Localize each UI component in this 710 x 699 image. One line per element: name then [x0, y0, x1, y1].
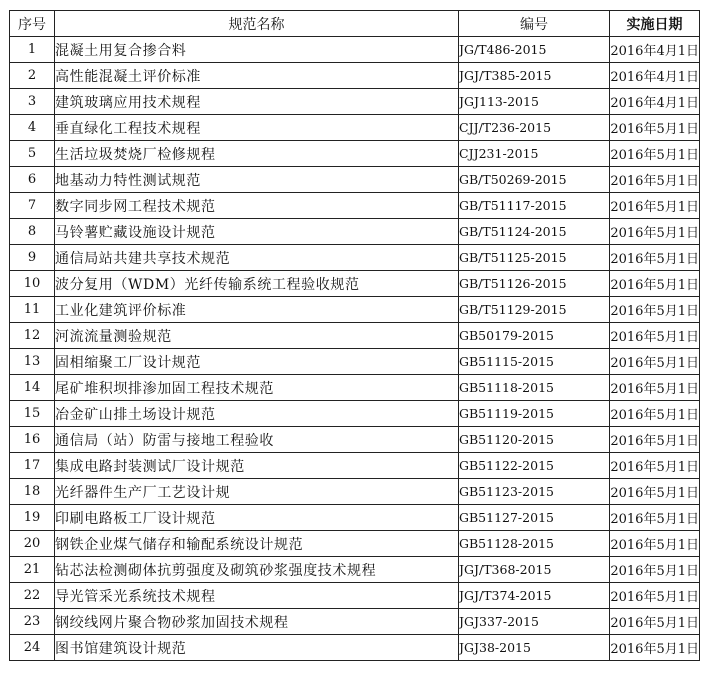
row-date: 2016年5月1日: [610, 557, 700, 583]
row-date: 2016年4月1日: [610, 63, 700, 89]
row-name: 光纤器件生产厂工艺设计规: [55, 479, 459, 505]
table-row: [10, 271, 700, 297]
row-name: 地基动力特性测试规范: [55, 167, 459, 193]
table-row: [10, 323, 700, 349]
row-no: 10: [10, 271, 55, 297]
row-code: CJJ/T236-2015: [459, 115, 610, 141]
row-code: GB/T50269-2015: [459, 167, 610, 193]
row-date: 2016年5月1日: [610, 583, 700, 609]
header-no: 序号: [10, 11, 55, 37]
row-code: JGJ/T385-2015: [459, 63, 610, 89]
row-no: 17: [10, 453, 55, 479]
row-no: 1: [10, 37, 55, 63]
row-no: 14: [10, 375, 55, 401]
row-name: 钢绞线网片聚合物砂浆加固技术规程: [55, 609, 459, 635]
row-date: 2016年5月1日: [610, 115, 700, 141]
row-name: 通信局站共建共享技术规范: [55, 245, 459, 271]
row-date: 2016年5月1日: [610, 245, 700, 271]
row-code: JGJ/T374-2015: [459, 583, 610, 609]
row-no: 2: [10, 63, 55, 89]
row-name: 河流流量测验规范: [55, 323, 459, 349]
row-date: 2016年5月1日: [610, 401, 700, 427]
row-no: 20: [10, 531, 55, 557]
row-name: 高性能混凝土评价标准: [55, 63, 459, 89]
table-row: [10, 115, 700, 141]
row-date: 2016年5月1日: [610, 219, 700, 245]
row-no: 21: [10, 557, 55, 583]
table-row: [10, 193, 700, 219]
row-code: JGJ113-2015: [459, 89, 610, 115]
row-code: GB/T51129-2015: [459, 297, 610, 323]
row-no: 23: [10, 609, 55, 635]
table-row: [10, 479, 700, 505]
row-code: GB51119-2015: [459, 401, 610, 427]
row-code: GB51115-2015: [459, 349, 610, 375]
row-no: 18: [10, 479, 55, 505]
row-no: 9: [10, 245, 55, 271]
table-row: [10, 635, 700, 661]
row-no: 15: [10, 401, 55, 427]
row-name: 导光管采光系统技术规程: [55, 583, 459, 609]
row-name: 通信局（站）防雷与接地工程验收: [55, 427, 459, 453]
row-name: 生活垃圾焚烧厂检修规程: [55, 141, 459, 167]
table-row: [10, 531, 700, 557]
table-row: [10, 349, 700, 375]
row-date: 2016年5月1日: [610, 427, 700, 453]
header-code: 编号: [459, 11, 610, 37]
row-code: GB/T51124-2015: [459, 219, 610, 245]
table-header-row: [10, 11, 700, 37]
row-name: 建筑玻璃应用技术规程: [55, 89, 459, 115]
row-no: 13: [10, 349, 55, 375]
row-code: JG/T486-2015: [459, 37, 610, 63]
header-date: 实施日期: [610, 11, 700, 37]
row-date: 2016年5月1日: [610, 141, 700, 167]
row-code: CJJ231-2015: [459, 141, 610, 167]
table-row: [10, 427, 700, 453]
row-code: GB/T51117-2015: [459, 193, 610, 219]
row-name: 印刷电路板工厂设计规范: [55, 505, 459, 531]
header-name: 规范名称: [55, 11, 459, 37]
row-name: 尾矿堆积坝排渗加固工程技术规范: [55, 375, 459, 401]
row-date: 2016年5月1日: [610, 375, 700, 401]
row-name: 冶金矿山排土场设计规范: [55, 401, 459, 427]
table-body: [10, 37, 700, 661]
table-row: [10, 219, 700, 245]
row-code: GB51123-2015: [459, 479, 610, 505]
row-code: GB51120-2015: [459, 427, 610, 453]
table-row: [10, 453, 700, 479]
row-code: GB50179-2015: [459, 323, 610, 349]
table-row: [10, 167, 700, 193]
row-name: 波分复用（WDM）光纤传输系统工程验收规范: [55, 271, 459, 297]
table-row: [10, 63, 700, 89]
row-date: 2016年5月1日: [610, 167, 700, 193]
row-code: GB51118-2015: [459, 375, 610, 401]
row-name: 工业化建筑评价标准: [55, 297, 459, 323]
row-code: GB51128-2015: [459, 531, 610, 557]
row-no: 7: [10, 193, 55, 219]
table-row: [10, 609, 700, 635]
row-code: JGJ38-2015: [459, 635, 610, 661]
row-date: 2016年5月1日: [610, 271, 700, 297]
table-row: [10, 297, 700, 323]
table-row: [10, 141, 700, 167]
row-date: 2016年5月1日: [610, 635, 700, 661]
row-no: 12: [10, 323, 55, 349]
row-code: GB/T51125-2015: [459, 245, 610, 271]
row-date: 2016年5月1日: [610, 609, 700, 635]
row-no: 19: [10, 505, 55, 531]
row-no: 4: [10, 115, 55, 141]
row-date: 2016年5月1日: [610, 531, 700, 557]
row-date: 2016年5月1日: [610, 297, 700, 323]
row-date: 2016年5月1日: [610, 193, 700, 219]
row-code: JGJ337-2015: [459, 609, 610, 635]
standards-table: [9, 10, 700, 661]
row-no: 5: [10, 141, 55, 167]
row-code: GB/T51126-2015: [459, 271, 610, 297]
row-no: 3: [10, 89, 55, 115]
row-no: 16: [10, 427, 55, 453]
row-no: 22: [10, 583, 55, 609]
row-no: 24: [10, 635, 55, 661]
row-code: GB51127-2015: [459, 505, 610, 531]
row-date: 2016年4月1日: [610, 37, 700, 63]
row-name: 固相缩聚工厂设计规范: [55, 349, 459, 375]
row-no: 6: [10, 167, 55, 193]
row-name: 图书馆建筑设计规范: [55, 635, 459, 661]
row-name: 集成电路封装测试厂设计规范: [55, 453, 459, 479]
table-row: [10, 89, 700, 115]
row-date: 2016年5月1日: [610, 453, 700, 479]
row-no: 11: [10, 297, 55, 323]
row-name: 钢铁企业煤气储存和输配系统设计规范: [55, 531, 459, 557]
row-code: JGJ/T368-2015: [459, 557, 610, 583]
table-row: [10, 583, 700, 609]
row-date: 2016年5月1日: [610, 349, 700, 375]
table-row: [10, 505, 700, 531]
row-name: 钻芯法检测砌体抗剪强度及砌筑砂浆强度技术规程: [55, 557, 459, 583]
row-date: 2016年5月1日: [610, 323, 700, 349]
table-row: [10, 245, 700, 271]
row-name: 数字同步网工程技术规范: [55, 193, 459, 219]
table-row: [10, 401, 700, 427]
row-date: 2016年5月1日: [610, 479, 700, 505]
table-row: [10, 375, 700, 401]
row-no: 8: [10, 219, 55, 245]
row-name: 马铃薯贮藏设施设计规范: [55, 219, 459, 245]
table-row: [10, 557, 700, 583]
row-name: 混凝土用复合掺合料: [55, 37, 459, 63]
row-date: 2016年5月1日: [610, 505, 700, 531]
row-code: GB51122-2015: [459, 453, 610, 479]
row-date: 2016年4月1日: [610, 89, 700, 115]
row-name: 垂直绿化工程技术规程: [55, 115, 459, 141]
table-row: [10, 37, 700, 63]
